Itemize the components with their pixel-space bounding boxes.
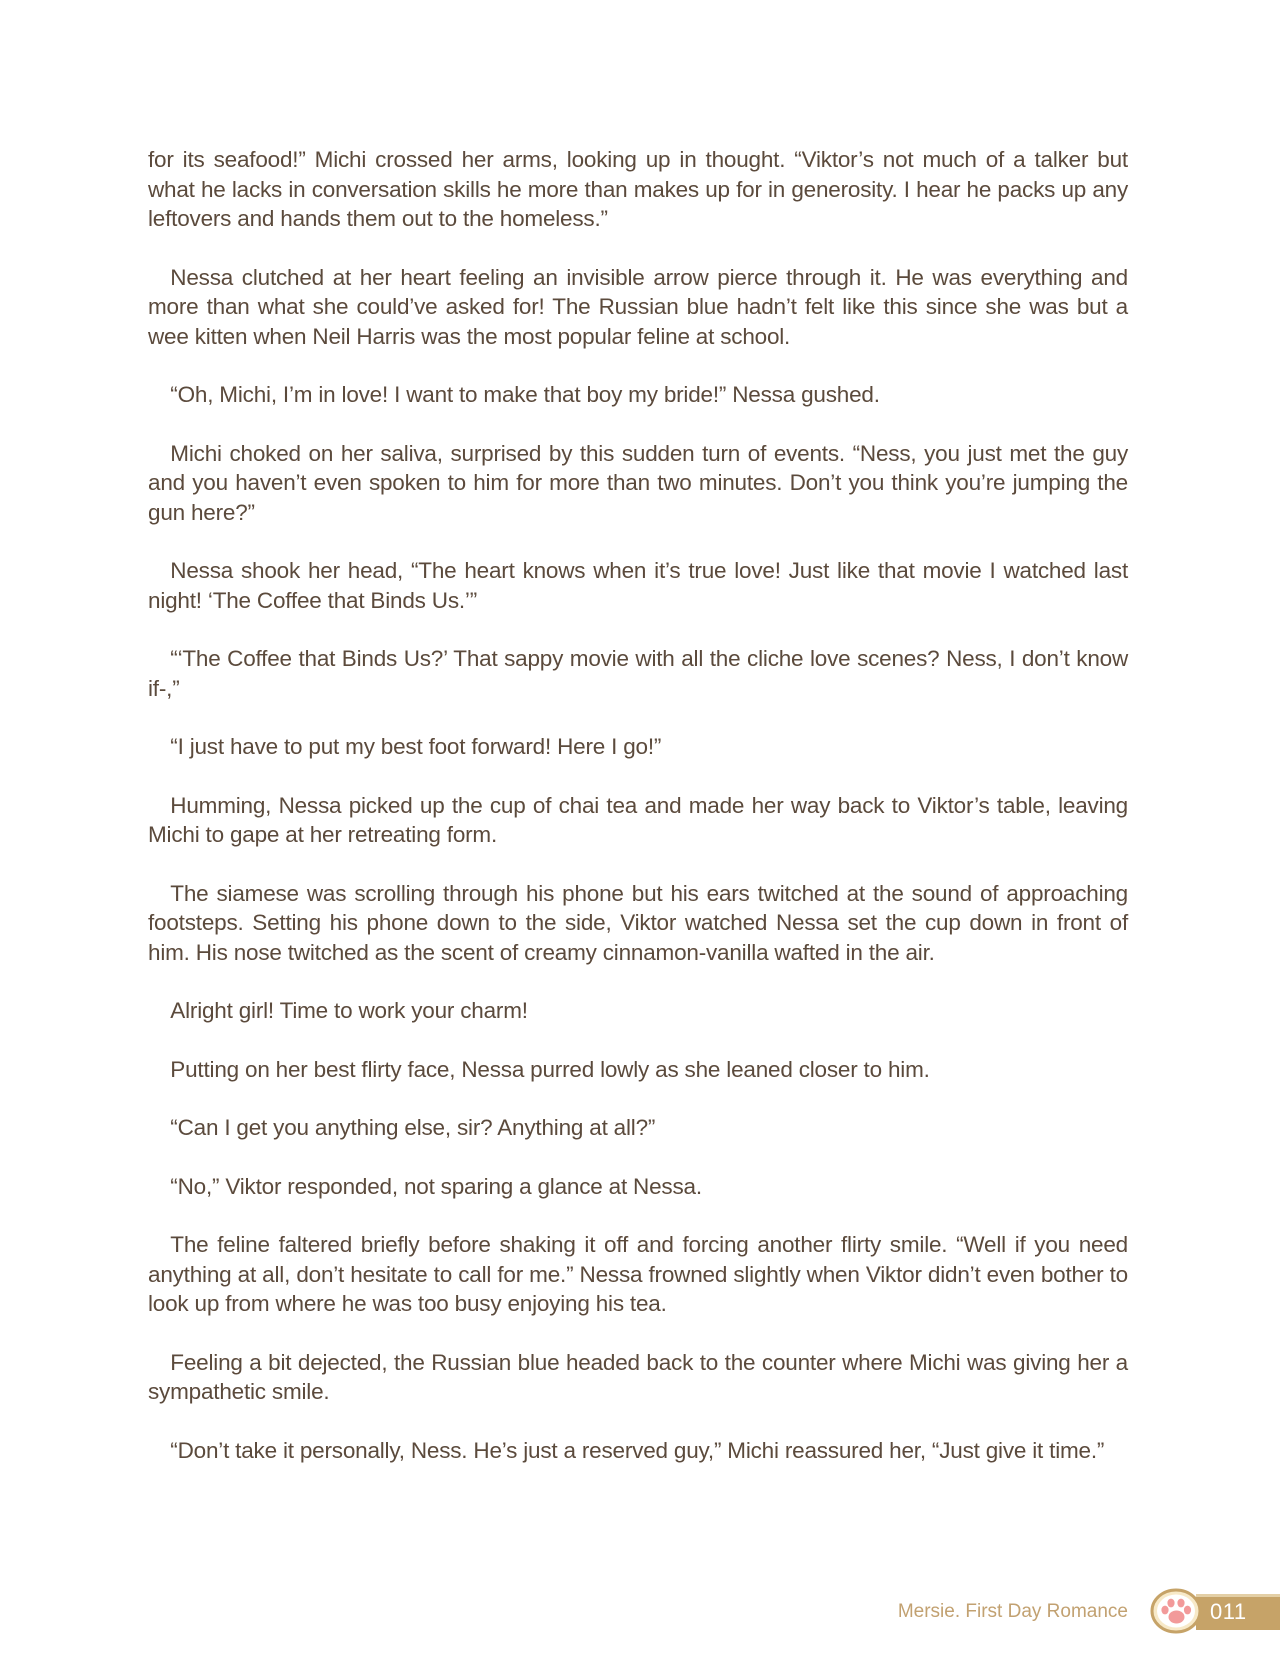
paragraph-11: Putting on her best flirty face, Nessa purred lowly as she leaned closer to him. (148, 1056, 930, 1082)
running-footer-title: Mersie. First Day Romance (897, 1601, 1128, 1622)
paragraph-1: for its seafood!” Michi crossed her arms, looking up in thought. “Viktor’s not much of a talker but what he lacks in conversation skills he more than makes up for in generosity. I hear he packs up any leftovers and hands them out to the homeless.” (148, 147, 1128, 231)
paw-icon (1150, 1588, 1202, 1634)
paragraph-8: Humming, Nessa picked up the cup of chai tea and made her way back to Viktor’s table, leaving Michi to gape at her retreating form. (148, 792, 1128, 847)
paragraph-2: Nessa clutched at her heart feeling an invisible arrow pierce through it. He was everything and more than what she could’ve asked for! The Russian blue hadn’t felt like this since she was but a wee kitten when Neil Harris was the most popular feline at school. (148, 264, 1128, 349)
paragraph-4: Michi choked on her saliva, surprised by this sudden turn of events. “Ness, you just met the guy and you haven’t even spoken to him for more than two minutes. Don’t you think you’re jumping the gun here?” (148, 440, 1128, 525)
paragraph-9: The siamese was scrolling through his phone but his ears twitched at the sound of approaching footsteps. Setting his phone down to the side, Viktor watched Nessa set the cup down in front of him. His nose twitched as the scent of creamy cinnamon-vanilla wafted in the air. (148, 880, 1128, 965)
paragraph-7: “I just have to put my best foot forward! Here I go!” (148, 734, 662, 759)
paragraph-10: Alright girl! Time to work your charm! (148, 998, 528, 1023)
paragraph-12: “Can I get you anything else, sir? Anything at all?” (148, 1115, 656, 1140)
paragraph-3: “Oh, Michi, I’m in love! I want to make that boy my bride!” Nessa gushed. (148, 382, 880, 407)
paragraph-13: “No,” Viktor responded, not sparing a glance at Nessa. (148, 1173, 702, 1199)
paragraph-15: Feeling a bit dejected, the Russian blue headed back to the counter where Michi was giving her a sympathetic smile. (148, 1349, 1128, 1404)
paragraph-14: The feline faltered briefly before shaking it off and forcing another flirty smile. “Well if you need anything at all, don’t hesitate to call for me.” Nessa frowned slightly when Viktor didn’t even bother to look up from where he was too busy enjoying his tea. (148, 1232, 1128, 1316)
paragraph-16: “Don’t take it personally, Ness. He’s just a reserved guy,” Michi reassured her, “Just give it time.” (148, 1437, 1105, 1463)
paragraph-5: Nessa shook her head, “The heart knows when it’s true love! Just like that movie I watched last night! ‘The Coffee that Binds Us.’” (148, 558, 1128, 613)
story-text (148, 145, 1128, 1494)
paragraph-6: “‘The Coffee that Binds Us?’ That sappy movie with all the cliche love scenes? Ness, I don’t know if-,” (148, 646, 1128, 701)
page-number: 011 (1210, 1599, 1247, 1624)
